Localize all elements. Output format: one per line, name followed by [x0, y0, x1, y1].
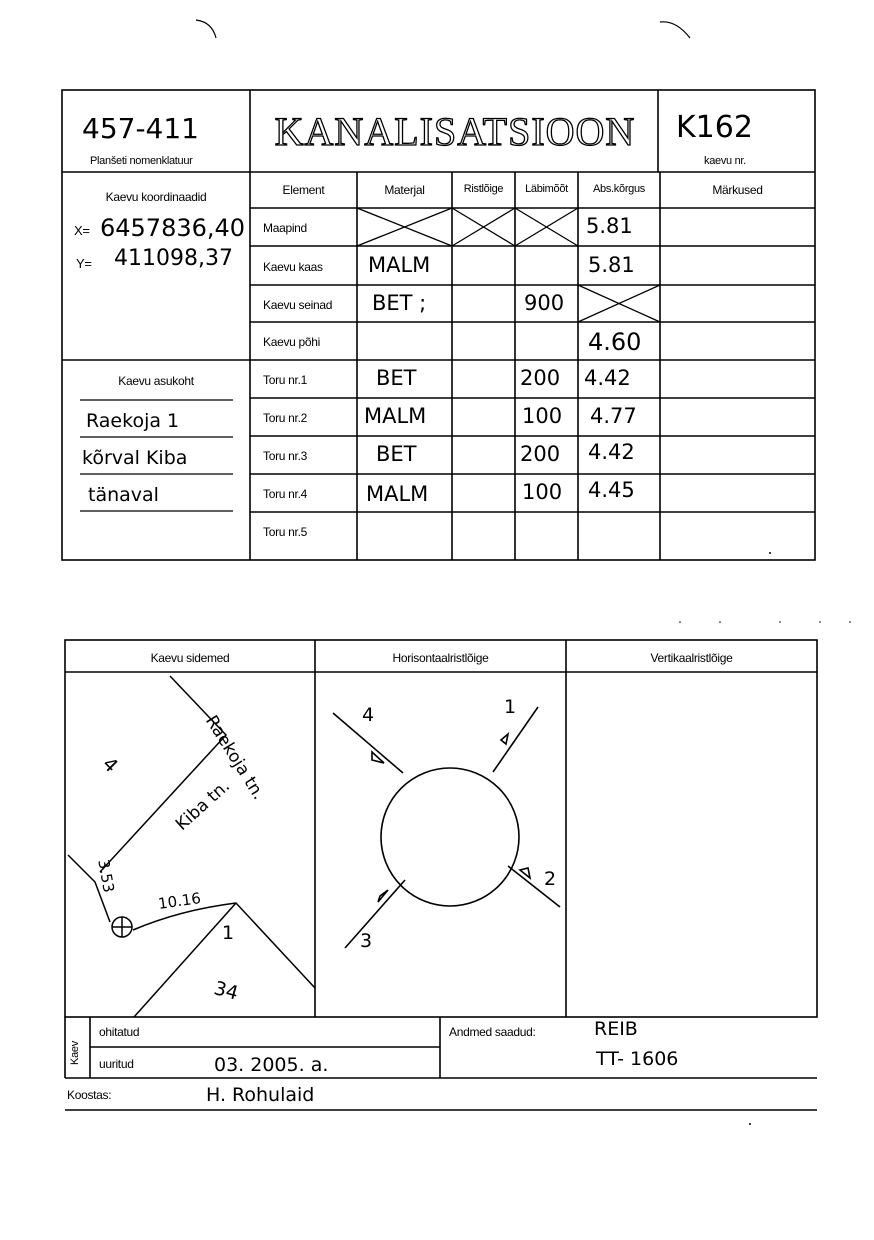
row-material: BET — [376, 442, 417, 466]
row-abs-height: 5.81 — [586, 214, 633, 238]
row-material: MALM — [368, 253, 431, 277]
well-number-label: kaevu nr. — [704, 155, 746, 167]
checked-label: ohitatud — [99, 1025, 140, 1039]
row-diameter: 100 — [522, 404, 563, 428]
sketch-street-kiba: Kiba tn. — [172, 776, 234, 835]
row-abs-height: 4.42 — [588, 440, 635, 464]
row-element: Toru nr.2 — [263, 411, 307, 425]
location-line: kõrval Kiba — [82, 447, 188, 469]
row-material: BET ; — [372, 291, 427, 315]
sketch-street-raekoja: Raekoja tn. — [201, 712, 269, 804]
well-vertical-label: Kaev — [69, 1041, 81, 1065]
y-prefix: Y= — [76, 256, 92, 271]
col-header-notes: Märkused — [712, 183, 763, 197]
row-abs-height: 5.81 — [588, 253, 635, 277]
row-element: Toru nr.5 — [263, 525, 307, 539]
pipe-label-2: 2 — [544, 868, 557, 890]
col-header-material: Materjal — [384, 183, 425, 197]
row-diameter: 900 — [524, 291, 565, 315]
row-abs-height: 4.42 — [584, 366, 631, 390]
row-material: BET — [376, 366, 417, 390]
data-source-label: Andmed saadud: — [449, 1025, 536, 1039]
punch-mark — [196, 20, 216, 38]
section-title-vertical: Vertikaalristlõige — [650, 651, 733, 665]
well-number-value: K162 — [676, 110, 753, 145]
col-header-abs-height: Abs.kõrgus — [592, 183, 646, 195]
sketch-house-c: 34 — [211, 977, 241, 1005]
row-material: MALM — [366, 482, 429, 506]
sketch-house-b: 1 — [222, 922, 235, 944]
row-abs-height: 4.77 — [590, 404, 637, 428]
row-element: Toru nr.1 — [263, 373, 307, 387]
x-prefix: X= — [74, 223, 90, 238]
y-coordinate: 411098,37 — [114, 246, 233, 271]
row-diameter: 200 — [520, 442, 561, 466]
pipe-label-1: 1 — [504, 696, 517, 718]
compiler-label: Koostas: — [67, 1088, 112, 1102]
row-element: Kaevu põhi — [263, 335, 321, 349]
nomenclature-label: Planšeti nomenklatuur — [90, 155, 193, 167]
surveyed-value: 03. 2005. a. — [214, 1054, 329, 1076]
nomenclature-value: 457-411 — [82, 112, 199, 145]
coordinates-label: Kaevu koordinaadid — [105, 190, 207, 204]
sketch-distance-b: 10.16 — [156, 889, 202, 913]
surveyed-label: uuritud — [99, 1057, 134, 1071]
cross-section — [333, 707, 560, 948]
row-element: Toru nr.4 — [263, 487, 307, 501]
sketch-house-number: 4 — [97, 752, 123, 778]
row-abs-height: 4.45 — [588, 478, 635, 502]
row-diameter: 200 — [520, 366, 561, 390]
pipe-label-4: 4 — [362, 704, 375, 726]
row-material: MALM — [364, 404, 427, 428]
col-header-cross-section: Ristlõige — [463, 183, 504, 195]
punch-mark — [660, 22, 690, 38]
x-coordinate: 6457836,40 — [100, 214, 246, 242]
row-diameter: 100 — [522, 480, 563, 504]
row-abs-height: 4.60 — [588, 328, 642, 356]
data-source-line2: TT- 1606 — [596, 1048, 679, 1070]
pipe-label-3: 3 — [360, 930, 373, 952]
location-line: tänaval — [88, 484, 159, 506]
data-source-line1: REIB — [594, 1018, 638, 1040]
section-title-connections: Kaevu sidemed — [150, 651, 230, 665]
row-element: Maapind — [263, 221, 307, 235]
section-title-horizontal: Horisontaalristlõige — [392, 651, 489, 665]
col-header-element: Element — [282, 183, 325, 197]
compiler-value: H. Rohulaid — [206, 1084, 315, 1106]
row-element: Kaevu kaas — [263, 260, 323, 274]
row-element: Kaevu seinad — [263, 298, 333, 312]
row-element: Toru nr.3 — [263, 449, 307, 463]
site-sketch — [68, 676, 315, 1017]
location-line: Raekoja 1 — [86, 410, 180, 432]
location-label: Kaevu asukoht — [118, 374, 194, 388]
form-title: KANALISATSIOON — [274, 109, 636, 154]
sketch-distance-a: 3.53 — [94, 858, 118, 895]
col-header-diameter: Läbimõõt — [525, 183, 568, 195]
